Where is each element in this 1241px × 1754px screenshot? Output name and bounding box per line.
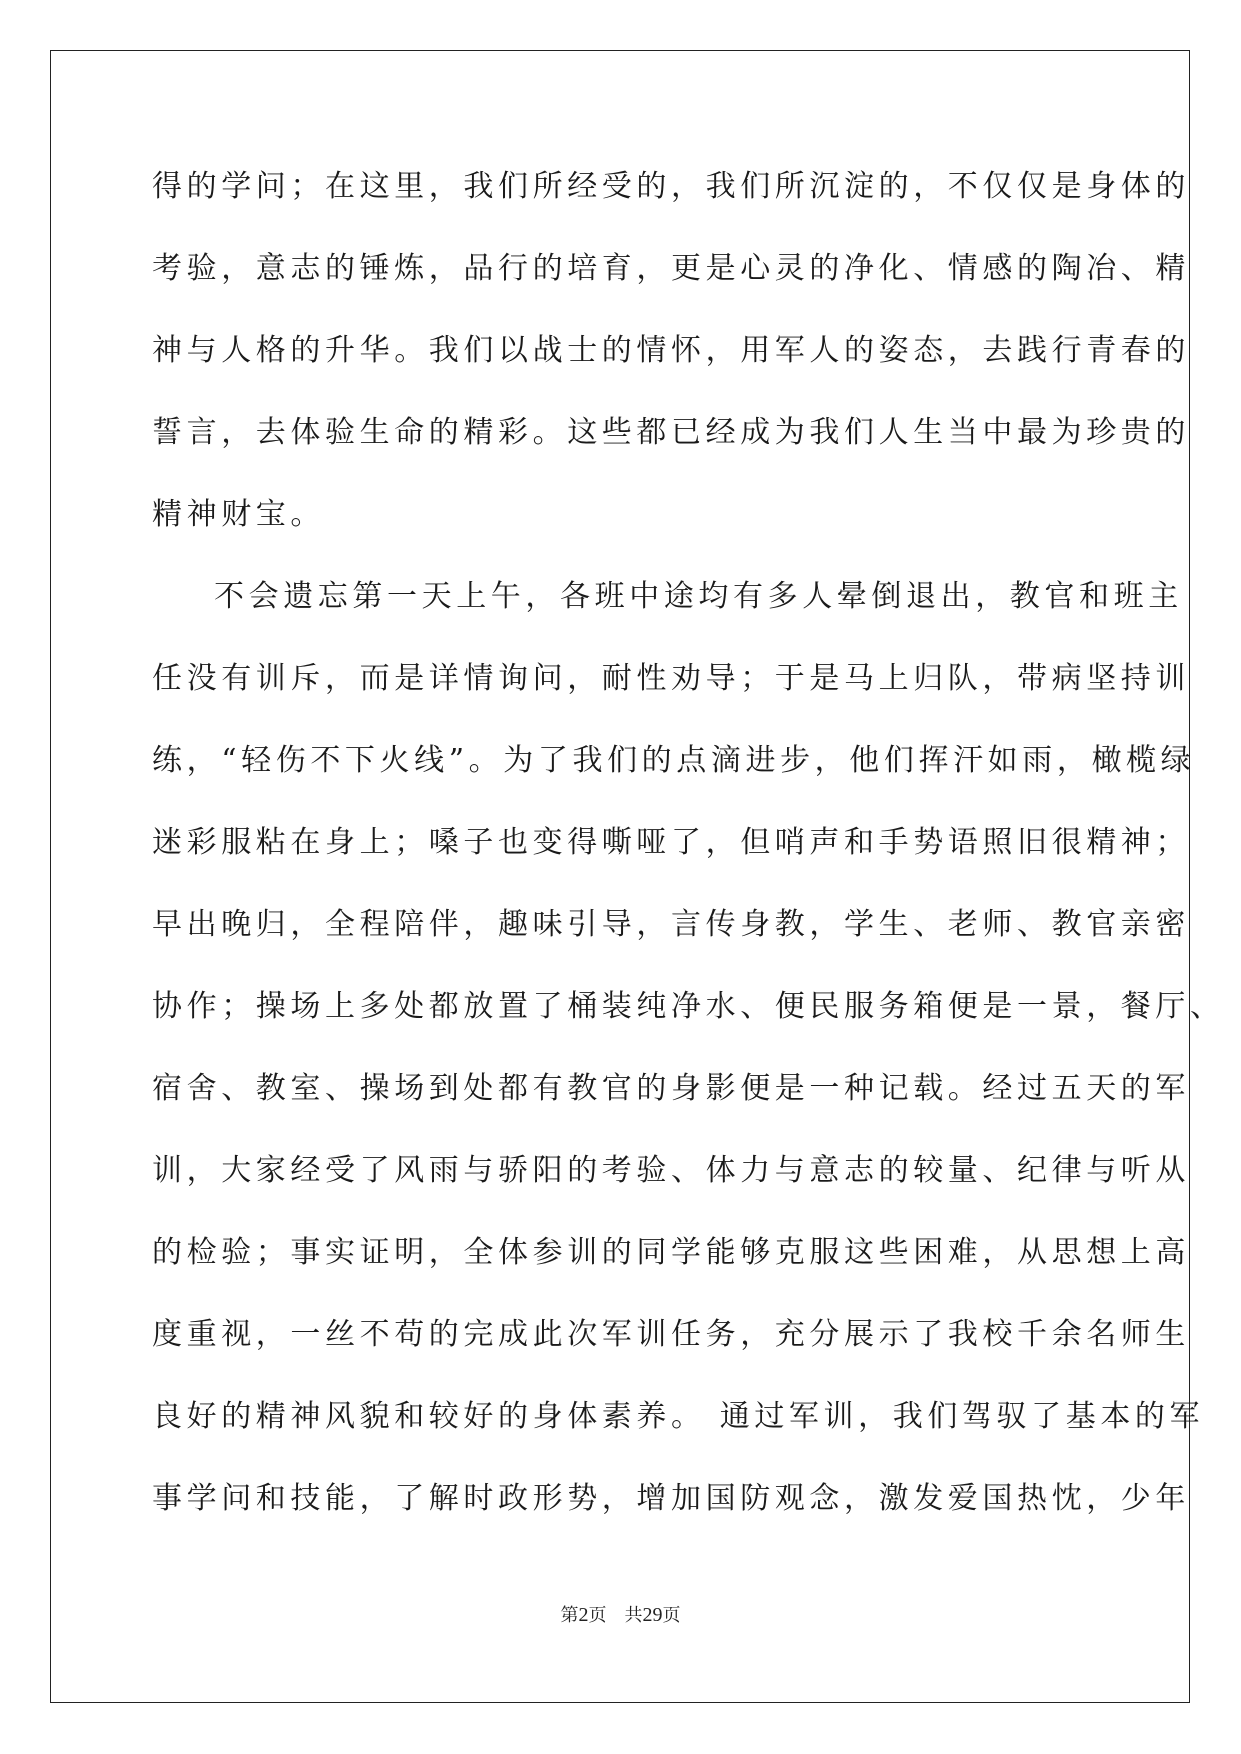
text-line: 练，“轻伤不下火线”。为了我们的点滴进步，他们挥汗如雨，橄榄绿 — [152, 743, 1196, 778]
page-number: 2 — [578, 1604, 589, 1626]
text-line: 良好的精神风貌和较好的身体素养。 通过军训，我们驾驭了基本的军 — [152, 1399, 1205, 1434]
text-line: 迷彩服粘在身上；嗓子也变得嘶哑了，但哨声和手势语照旧很精神； — [152, 825, 1190, 860]
text-line: 事学问和技能，了解时政形势，增加国防观念，激发爱国热忱，少年 — [152, 1481, 1190, 1516]
page-footer — [0, 1601, 1241, 1627]
page-prefix: 第 — [560, 1605, 579, 1626]
text-line: 的检验；事实证明，全体参训的同学能够克服这些困难，从思想上高 — [152, 1235, 1190, 1270]
text-line: 度重视，一丝不苟的完成此次军训任务，充分展示了我校千余名师生 — [152, 1317, 1190, 1352]
body-text — [152, 160, 1225, 1554]
page-suffix: 页 — [588, 1605, 607, 1626]
total-suffix: 页 — [662, 1605, 681, 1626]
paragraph-first-line: 不会遗忘第一天上午，各班中途均有多人晕倒退出，教官和班主 — [214, 579, 1183, 614]
total-prefix: 共 — [624, 1605, 643, 1626]
text-line: 考验，意志的锤炼，品行的培育，更是心灵的净化、情感的陶冶、精 — [152, 251, 1190, 286]
text-line: 精神财宝。 — [152, 497, 325, 532]
text-line: 早出晚归，全程陪伴，趣味引导，言传身教，学生、老师、教官亲密 — [152, 907, 1190, 942]
text-line: 任没有训斥，而是详情询问，耐性劝导；于是马上归队，带病坚持训 — [152, 661, 1190, 696]
text-line: 得的学问；在这里，我们所经受的，我们所沉淀的，不仅仅是身体的 — [152, 169, 1190, 204]
text-line: 训，大家经受了风雨与骄阳的考验、体力与意志的较量、纪律与听从 — [152, 1153, 1190, 1188]
text-line: 宿舍、教室、操场到处都有教官的身影便是一种记载。经过五天的军 — [152, 1071, 1190, 1106]
text-line: 神与人格的升华。我们以战士的情怀，用军人的姿态，去践行青春的 — [152, 333, 1190, 368]
text-line: 誓言，去体验生命的精彩。这些都已经成为我们人生当中最为珍贵的 — [152, 415, 1190, 450]
total-pages: 29 — [642, 1604, 663, 1626]
text-line: 协作；操场上多处都放置了桶装纯净水、便民服务箱便是一景，餐厅、 — [152, 989, 1225, 1024]
